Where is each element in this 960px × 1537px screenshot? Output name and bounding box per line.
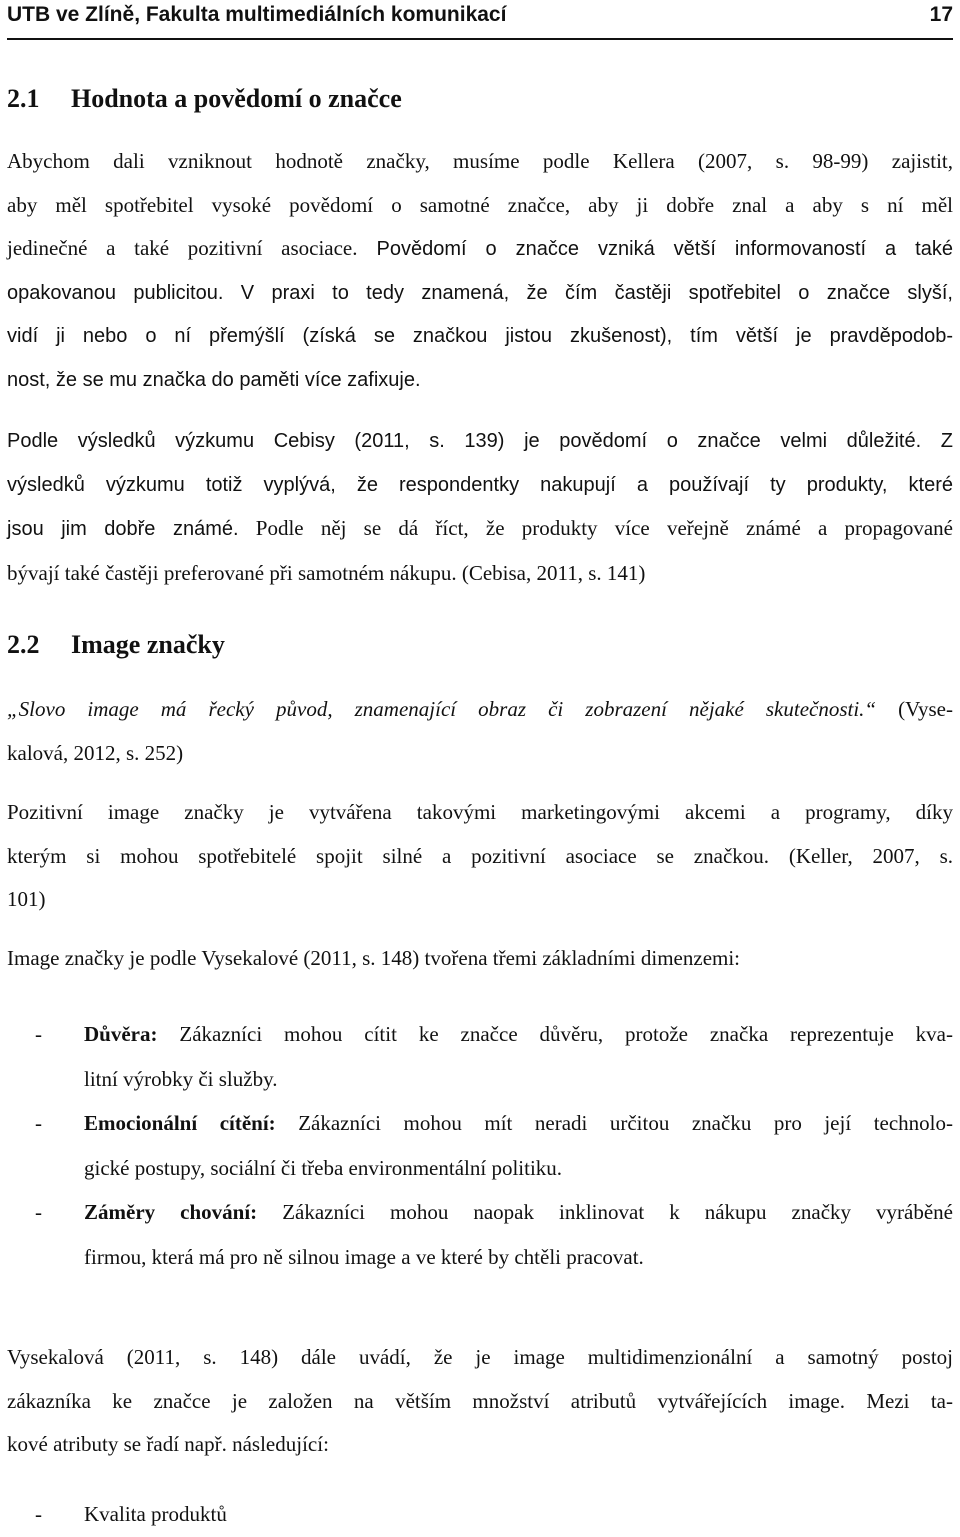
text-line: kalová, 2012, s. 252) [7, 740, 184, 765]
list-dash: - [35, 1022, 42, 1046]
text-line: nost, že se mu značka do paměti více zafixuje. [7, 368, 421, 391]
text-line: Abychom dali vzniknout hodnotě značky, musíme podle Kellera (2007, s. 98-99) zajistit, [7, 149, 953, 173]
text-line: Pozitivní image značky je vytvářena takovými marketingovými akcemi a programy, díky [7, 800, 953, 824]
quote-text: „Slovo image má řecký původ, znamenající obraz či zobrazení nějaké skutečnosti.“ [7, 697, 877, 721]
section-heading-2-1 [7, 84, 402, 114]
text-run: Povědomí o značce vzniká větší informovaností a také [357, 238, 953, 260]
paragraph-multidimensional [7, 1336, 953, 1467]
list-dash: - [35, 1200, 42, 1224]
header-title: UTB ve Zlíně, Fakulta multimediálních komunikací [7, 3, 507, 26]
list-dash: - [35, 1111, 42, 1135]
text-line: bývají také častěji preferované při samotném nákupu. (Cebisa, 2011, s. 141) [7, 560, 646, 585]
text-line: kové atributy se řadí např. následující: [7, 1432, 329, 1456]
text-line: Vysekalová (2011, s. 148) dále uvádí, že je image multidimenzionální a samotný postoj [7, 1345, 953, 1369]
text-line: 101) [7, 887, 46, 911]
text-run: jsou jim dobře známé. [7, 518, 239, 540]
list-item-content [84, 1190, 953, 1280]
list-dash: - [35, 1502, 42, 1526]
text-run: Zákazníci mohou naopak inklinovat k nákupu značky vyráběné [257, 1200, 953, 1224]
text-run: Podle něj se dá říct, že produkty více veřejně známé a propagované [238, 516, 953, 540]
text-run: Zákazníci mohou mít neradi určitou značku pro její technolo- [275, 1111, 953, 1135]
list-item-content [84, 1101, 953, 1191]
text-line [7, 272, 953, 316]
quote-citation: (Vyse- [876, 697, 953, 721]
text-line: výsledků výzkumu totiž vyplývá, že respondentky nakupují a používají ty produkty, které [7, 473, 953, 496]
text-line: firmou, která má pro ně silnou image a ve které by chtěli pracovat. [84, 1245, 644, 1269]
text-line: Kvalita produktů [84, 1502, 227, 1526]
text-line [7, 227, 953, 272]
text-run: Zákazníci mohou cítit ke značce důvěru, protože značka reprezentuje kva- [157, 1022, 953, 1046]
text-line: aby měl spotřebitel vysoké povědomí o samotné značce, aby ji dobře znal a aby s ní měl [7, 192, 953, 217]
quote-image-definition [7, 688, 953, 775]
text-line: Podle výsledků výzkumu Cebisy (2011, s. 139) je povědomí o značce velmi důležité. Z [7, 430, 953, 452]
term: Emocionální cítění: [84, 1111, 276, 1135]
text-line: gické postupy, sociální či třeba environmentální politiku. [84, 1156, 563, 1180]
paragraph-dimensions-intro [7, 937, 953, 981]
term: Důvěra: [84, 1022, 158, 1046]
header-rule [7, 38, 953, 40]
paragraph-brand-awareness [7, 140, 953, 402]
text-line: litní výrobky či služby. [84, 1067, 278, 1091]
section-heading-2-2 [7, 630, 225, 660]
text-line: vidí ji nebo o ní přemýšlí (získá se značkou jistou zkušenost), tím větší je pravděpodob- [7, 325, 953, 347]
page-number: 17 [929, 3, 953, 26]
section-title: Hodnota a povědomí o značce [71, 84, 402, 113]
paragraph-cebisa-research [7, 420, 953, 595]
text-run: V praxi to tedy znamená, že čím častěji spotřebitel o značce slyší, [223, 281, 953, 304]
text-line: Image značky je podle Vysekalové (2011, s. 148) tvořena třemi základními dimenzemi: [7, 946, 741, 970]
page-header [7, 0, 953, 30]
text-line [7, 507, 953, 552]
paragraph-positive-image [7, 791, 953, 922]
text-line [84, 1190, 953, 1235]
text-line: kterým si mohou spotřebitelé spojit silné a pozitivní asociace se značkou. (Keller, 2007, s. [7, 843, 953, 868]
text-run: opakovanou publicitou. [7, 281, 224, 304]
text-line [84, 1012, 953, 1057]
text-line [84, 1101, 953, 1146]
section-number: 2.1 [7, 84, 40, 113]
text-line: zákazníka ke značce je založen na větším množství atributů vytvářejících image. Mezi ta- [7, 1388, 953, 1413]
list-item-content [84, 1492, 953, 1537]
text-line [7, 688, 953, 732]
section-number: 2.2 [7, 630, 40, 659]
term: Záměry chování: [84, 1200, 258, 1224]
section-title: Image značky [71, 630, 225, 659]
list-item-content [84, 1012, 953, 1102]
text-run: jedinečné a také pozitivní asociace. [7, 236, 358, 260]
